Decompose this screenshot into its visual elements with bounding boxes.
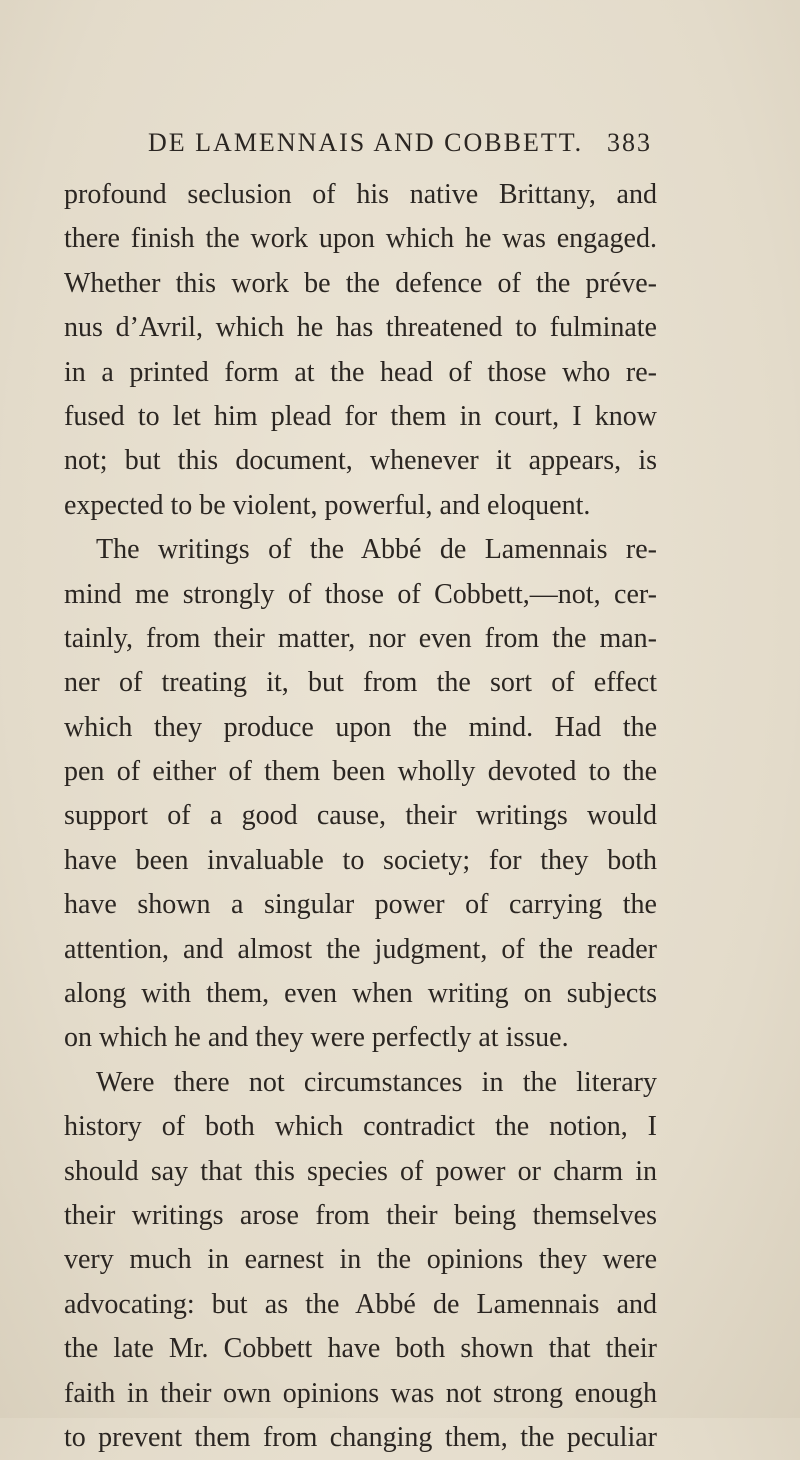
text-line: Were there not circumstances in the literary	[96, 1066, 657, 1098]
text-line: have shown a singular power of carrying the	[64, 889, 657, 921]
text-line: support of a good cause, their writings would	[64, 800, 657, 832]
text-line: should say that this species of power or charm in	[64, 1155, 657, 1187]
text-line: history of both which contradict the notion, I	[64, 1111, 657, 1143]
text-line: have been invaluable to society; for they both	[64, 844, 657, 876]
text-line: pen of either of them been wholly devoted to the	[64, 756, 657, 788]
text-line: in a printed form at the head of those who re-	[64, 356, 657, 388]
text-line: along with them, even when writing on subjects	[64, 978, 657, 1010]
text-line: tainly, from their matter, nor even from the man-	[64, 622, 657, 654]
text-line: faith in their own opinions was not strong enough	[64, 1377, 657, 1409]
text-line: nus d’Avril, which he has threatened to fulminate	[64, 312, 657, 344]
body-text	[64, 173, 657, 1460]
text-line: The writings of the Abbé de Lamennais re-	[96, 534, 657, 566]
page-number: 383	[607, 128, 652, 157]
text-line: mind me strongly of those of Cobbett,—not, cer-	[64, 578, 657, 610]
text-line: the late Mr. Cobbett have both shown that their	[64, 1333, 657, 1365]
text-line: very much in earnest in the opinions they were	[64, 1244, 657, 1276]
text-line: their writings arose from their being themselves	[64, 1199, 657, 1231]
text-line: attention, and almost the judgment, of the reader	[64, 933, 657, 965]
text-line: to prevent them from changing them, the peculiar	[64, 1421, 657, 1453]
text-line: advocating: but as the Abbé de Lamennais and	[64, 1288, 657, 1320]
text-line: which they produce upon the mind. Had the	[64, 711, 657, 743]
running-head	[148, 128, 652, 168]
text-line: expected to be violent, powerful, and eloquent.	[64, 489, 591, 521]
text-line: there finish the work upon which he was engaged.	[64, 223, 657, 255]
text-line: Whether this work be the defence of the préve-	[64, 267, 657, 299]
text-line: profound seclusion of his native Brittany, and	[64, 179, 657, 210]
text-line: not; but this document, whenever it appears, is	[64, 445, 657, 477]
running-head-title: DE LAMENNAIS AND COBBETT.	[148, 128, 584, 157]
text-line: fused to let him plead for them in court, I know	[64, 400, 657, 432]
text-line: ner of treating it, but from the sort of effect	[64, 667, 657, 699]
text-line: on which he and they were perfectly at issue.	[64, 1022, 569, 1054]
